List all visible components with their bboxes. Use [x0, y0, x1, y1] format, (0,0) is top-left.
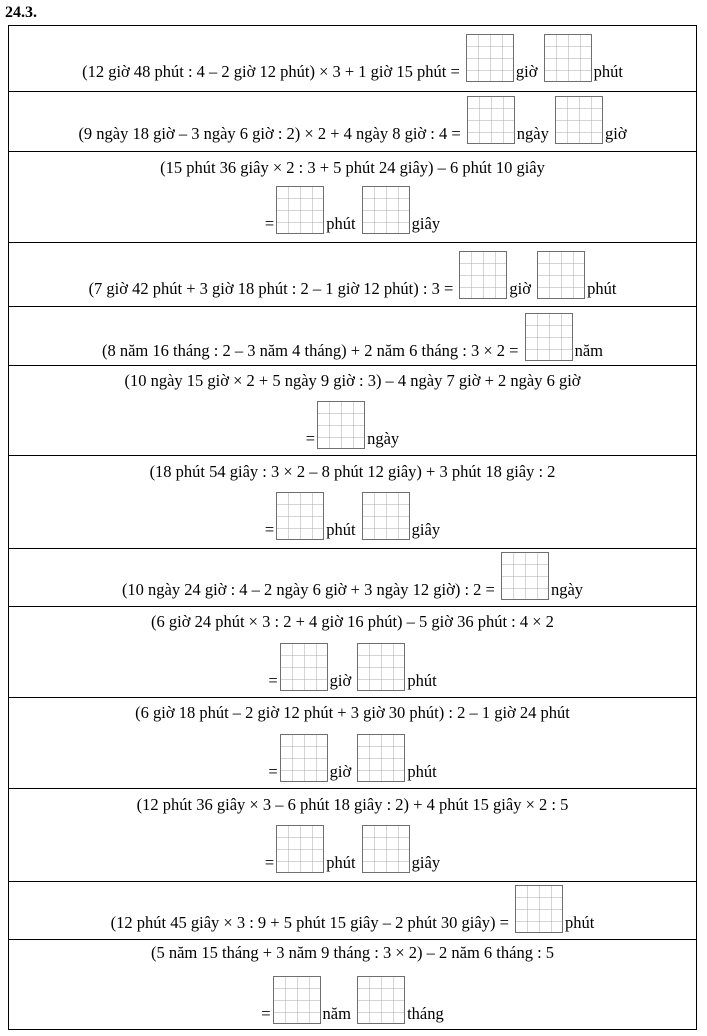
- expression-text: (15 phút 36 giây × 2 : 3 + 5 phút 24 giây) – 6 phút 10 giây: [160, 158, 545, 177]
- answer-box[interactable]: [357, 976, 405, 1024]
- expression-line: [9, 612, 696, 632]
- expression-text: (12 phút 45 giây × 3 : 9 + 5 phút 15 giây – 2 phút 30 giây) =: [110, 913, 509, 932]
- unit-label: giờ: [329, 762, 352, 781]
- unit-label: ngày: [516, 124, 549, 143]
- equals-sign: =: [264, 853, 275, 872]
- table-row: [9, 549, 696, 607]
- equals-sign: =: [268, 671, 278, 690]
- answer-box[interactable]: [362, 825, 410, 873]
- table-row: [9, 882, 696, 940]
- unit-label: giây: [411, 520, 441, 539]
- unit-label: phút: [593, 62, 623, 81]
- answer-box[interactable]: [276, 825, 324, 873]
- unit-label: phút: [326, 520, 356, 539]
- table-row: [9, 92, 696, 152]
- expression-text: (7 giờ 42 phút + 3 giờ 18 phút : 2 – 1 giờ 12 phút) : 3 =: [88, 279, 454, 298]
- expression-line: [9, 943, 696, 963]
- answer-box[interactable]: [459, 251, 507, 299]
- answer-box[interactable]: [466, 34, 514, 82]
- expression-line: [9, 462, 696, 482]
- answer-line: [9, 734, 696, 782]
- equals-sign: =: [264, 214, 275, 233]
- table-row: [9, 607, 696, 698]
- unit-label: năm: [574, 341, 604, 360]
- answer-line: [9, 825, 696, 873]
- expression-text: (9 ngày 18 giờ – 3 ngày 6 giờ : 2) × 2 + 4 ngày 8 giờ : 4 =: [78, 124, 461, 143]
- unit-label: năm: [322, 1004, 351, 1023]
- expression-text: (12 giờ 48 phút : 4 – 2 giờ 12 phút) × 3 + 1 giờ 15 phút =: [82, 62, 460, 81]
- equals-sign: =: [305, 429, 316, 448]
- expression-text: (8 năm 16 tháng : 2 – 3 năm 4 tháng) + 2 năm 6 tháng : 3 × 2 =: [101, 341, 519, 360]
- unit-label: giây: [411, 853, 441, 872]
- table-row: [9, 940, 696, 1029]
- expression-line: [9, 552, 696, 600]
- unit-label: phút: [565, 913, 595, 932]
- answer-box[interactable]: [515, 885, 563, 933]
- unit-label: phút: [407, 762, 437, 781]
- unit-label: giây: [411, 214, 441, 233]
- answer-line: [9, 492, 696, 540]
- equals-sign: =: [264, 520, 275, 539]
- table-row: [9, 366, 696, 456]
- equals-sign: =: [261, 1004, 271, 1023]
- table-row: [9, 26, 696, 92]
- table-row: [9, 243, 696, 307]
- expression-text: (6 giờ 24 phút × 3 : 2 + 4 giờ 16 phút) – 5 giờ 36 phút : 4 × 2: [151, 612, 554, 631]
- expression-text: (12 phút 36 giây × 3 – 6 phút 18 giây : 2) + 4 phút 15 giây × 2 : 5: [136, 795, 569, 814]
- answer-line: [9, 976, 696, 1024]
- answer-box[interactable]: [544, 34, 592, 82]
- expression-line: [9, 96, 696, 144]
- expression-line: [9, 795, 696, 815]
- table-row: [9, 307, 696, 366]
- answer-box[interactable]: [555, 96, 603, 144]
- exercise-table: [8, 25, 697, 1030]
- unit-label: ngày: [550, 580, 584, 599]
- table-row: [9, 698, 696, 789]
- unit-label: phút: [326, 853, 356, 872]
- equals-sign: =: [268, 762, 278, 781]
- unit-label: phút: [326, 214, 356, 233]
- exercise-number: 24.3.: [5, 4, 37, 21]
- expression-line: [9, 251, 696, 299]
- expression-text: (18 phút 54 giây : 3 × 2 – 8 phút 12 giây) + 3 phút 18 giây : 2: [149, 462, 556, 481]
- answer-line: [9, 186, 696, 234]
- unit-label: giờ: [509, 279, 531, 298]
- expression-text: (6 giờ 18 phút – 2 giờ 12 phút + 3 giờ 30 phút) : 2 – 1 giờ 24 phút: [135, 703, 570, 722]
- unit-label: giờ: [329, 671, 352, 690]
- answer-box[interactable]: [276, 186, 324, 234]
- answer-box[interactable]: [357, 643, 405, 691]
- unit-label: tháng: [407, 1004, 444, 1023]
- unit-label: giờ: [515, 62, 538, 81]
- table-row: [9, 152, 696, 243]
- expression-line: [9, 34, 696, 82]
- answer-box[interactable]: [525, 313, 573, 361]
- answer-box[interactable]: [280, 643, 328, 691]
- expression-text: (5 năm 15 tháng + 3 năm 9 tháng : 3 × 2) – 2 năm 6 tháng : 5: [150, 943, 555, 962]
- answer-box[interactable]: [276, 492, 324, 540]
- expression-line: [9, 703, 696, 723]
- table-row: [9, 789, 696, 882]
- expression-line: [9, 885, 696, 933]
- answer-box[interactable]: [362, 492, 410, 540]
- answer-box[interactable]: [362, 186, 410, 234]
- expression-line: [9, 371, 696, 391]
- unit-label: phút: [587, 279, 617, 298]
- answer-box[interactable]: [467, 96, 515, 144]
- table-row: [9, 456, 696, 549]
- answer-box[interactable]: [357, 734, 405, 782]
- expression-line: [9, 158, 696, 178]
- answer-box[interactable]: [537, 251, 585, 299]
- answer-box[interactable]: [501, 552, 549, 600]
- expression-text: (10 ngày 24 giờ : 4 – 2 ngày 6 giờ + 3 ngày 12 giờ) : 2 =: [121, 580, 495, 599]
- answer-box[interactable]: [280, 734, 328, 782]
- answer-line: [9, 401, 696, 449]
- answer-box[interactable]: [317, 401, 365, 449]
- answer-box[interactable]: [273, 976, 321, 1024]
- unit-label: giờ: [605, 124, 627, 143]
- expression-line: [9, 313, 696, 361]
- unit-label: phút: [407, 671, 437, 690]
- unit-label: ngày: [367, 429, 400, 448]
- answer-line: [9, 643, 696, 691]
- expression-text: (10 ngày 15 giờ × 2 + 5 ngày 9 giờ : 3) – 4 ngày 7 giờ + 2 ngày 6 giờ: [124, 371, 581, 390]
